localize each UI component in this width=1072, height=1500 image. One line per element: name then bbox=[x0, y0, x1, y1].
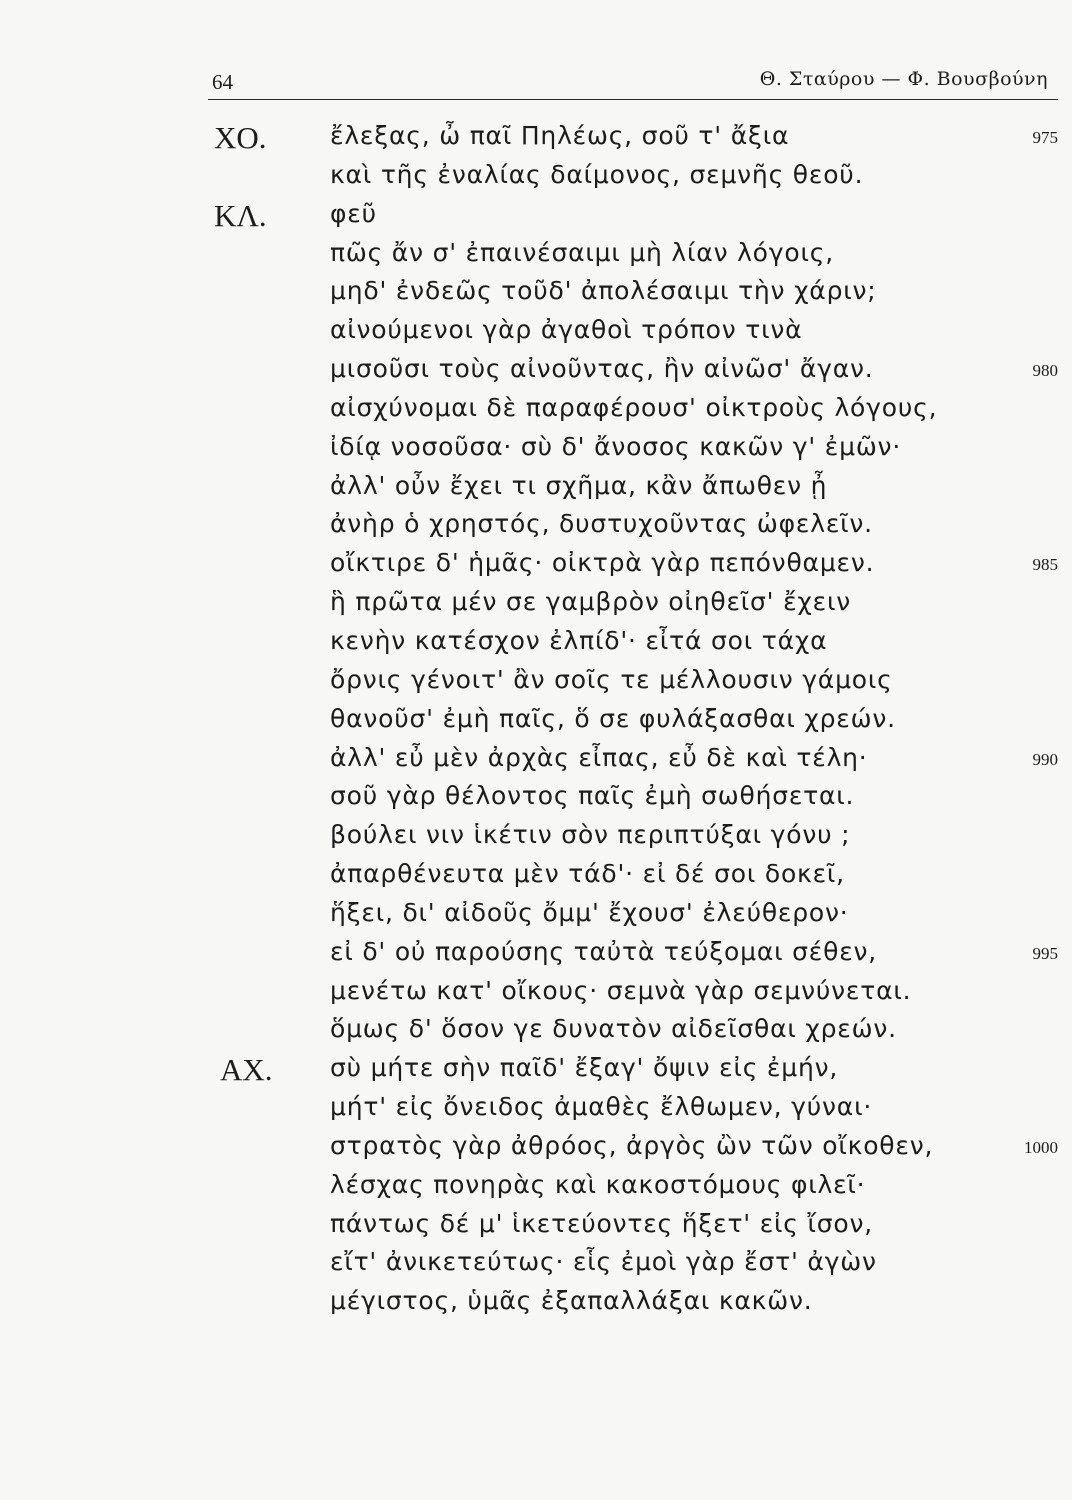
verse-line-text: πάντως δέ μ' ἱκετεύοντες ἥξετ' εἰς ἴσον, bbox=[330, 1208, 874, 1238]
verse-line bbox=[0, 235, 1072, 274]
header-rule bbox=[208, 99, 1058, 100]
verse-line-text: αἰνούμενοι γὰρ ἀγαθοὶ τρόπον τινὰ bbox=[330, 315, 803, 345]
verse-line-text: ἀπαρθένευτα μὲν τάδ'· εἰ δέ σοι δοκεῖ, bbox=[330, 859, 845, 889]
verse-line bbox=[0, 1089, 1072, 1128]
speaker-label: ΑΧ. bbox=[220, 1052, 273, 1088]
verse-line bbox=[0, 1128, 1072, 1167]
verse-line-text: μήτ' εἰς ὄνειδος ἀμαθὲς ἔλθωμεν, γύναι· bbox=[330, 1092, 873, 1122]
verse-line-text: καὶ τῆς ἐναλίας δαίμονος, σεμνῆς θεοῦ. bbox=[330, 159, 864, 189]
verse-text bbox=[0, 118, 1072, 1322]
verse-line-text: ἣ πρῶτα μέν σε γαμβρὸν οἰηθεῖσ' ἔχειν bbox=[330, 587, 851, 617]
verse-line-text: ἀνὴρ ὁ χρηστός, δυστυχοῦντας ὠφελεῖν. bbox=[330, 509, 873, 539]
line-number: 990 bbox=[1032, 749, 1058, 769]
verse-line bbox=[0, 701, 1072, 740]
verse-line bbox=[0, 1244, 1072, 1283]
verse-line bbox=[0, 468, 1072, 507]
running-head: Θ. Σταύρου — Φ. Βουσβούνη bbox=[759, 68, 1048, 90]
verse-line bbox=[0, 856, 1072, 895]
verse-line bbox=[0, 312, 1072, 351]
verse-line bbox=[0, 1167, 1072, 1206]
verse-line bbox=[0, 740, 1072, 779]
verse-line-text: μέγιστος, ὑμᾶς ἐξαπαλλάξαι κακῶν. bbox=[330, 1286, 813, 1316]
verse-line-text: εἴτ' ἀνικετεύτως· εἷς ἐμοὶ γὰρ ἔστ' ἀγὼν bbox=[330, 1247, 877, 1277]
line-number: 995 bbox=[1032, 943, 1058, 963]
verse-line-text: μηδ' ἐνδεῶς τοῦδ' ἀπολέσαιμι τὴν χάριν; bbox=[330, 276, 877, 306]
verse-line-text: θανοῦσ' ἐμὴ παῖς, ὅ σε φυλάξασθαι χρεών. bbox=[330, 703, 896, 733]
verse-line-text: ἔλεξας, ὦ παῖ Πηλέως, σοῦ τ' ἄξια bbox=[330, 121, 790, 150]
verse-line bbox=[0, 506, 1072, 545]
verse-line bbox=[0, 623, 1072, 662]
verse-line bbox=[0, 817, 1072, 856]
verse-line bbox=[0, 778, 1072, 817]
verse-line-text: μενέτω κατ' οἴκους· σεμνὰ γὰρ σεμνύνεται. bbox=[330, 975, 912, 1005]
verse-line bbox=[0, 196, 1072, 235]
verse-line bbox=[0, 118, 1072, 157]
verse-line bbox=[0, 1206, 1072, 1245]
verse-line-text: σὺ μήτε σὴν παῖδ' ἔξαγ' ὄψιν εἰς ἐμήν, bbox=[330, 1053, 839, 1083]
verse-line-text: ἀλλ' οὖν ἔχει τι σχῆμα, κἂν ἄπωθεν ᾖ bbox=[330, 470, 828, 500]
line-number: 975 bbox=[1032, 128, 1058, 147]
line-number: 980 bbox=[1032, 361, 1058, 381]
verse-line-text: ὄρνις γένοιτ' ἂν σοῖς τε μέλλουσιν γάμοις bbox=[330, 664, 893, 694]
verse-line bbox=[0, 895, 1072, 934]
line-number: 985 bbox=[1032, 555, 1058, 575]
verse-line-text: οἴκτιρε δ' ἡμᾶς· οἰκτρὰ γὰρ πεπόνθαμεν. bbox=[330, 548, 875, 578]
page-number: 64 bbox=[212, 70, 233, 94]
verse-line-text: λέσχας πονηρὰς καὶ κακοστόμους φιλεῖ· bbox=[330, 1169, 866, 1199]
verse-line bbox=[0, 545, 1072, 584]
speaker-label: ΧΟ. bbox=[214, 120, 267, 155]
speaker-label: ΚΛ. bbox=[214, 197, 267, 233]
verse-line-text: φεῦ bbox=[330, 198, 377, 228]
verse-line-text: ὅμως δ' ὅσον γε δυνατὸν αἰδεῖσθαι χρεών. bbox=[330, 1014, 897, 1044]
line-number: 1000 bbox=[1024, 1137, 1058, 1157]
verse-line-text: σοῦ γὰρ θέλοντος παῖς ἐμὴ σωθήσεται. bbox=[330, 781, 855, 811]
verse-line bbox=[0, 584, 1072, 623]
verse-line bbox=[0, 1011, 1072, 1050]
verse-line bbox=[0, 973, 1072, 1012]
verse-line bbox=[0, 1050, 1072, 1089]
verse-line-text: αἰσχύνομαι δὲ παραφέρουσ' οἰκτροὺς λόγους, bbox=[330, 392, 938, 422]
verse-line bbox=[0, 429, 1072, 468]
verse-line-text: κενὴν κατέσχον ἐλπίδ'· εἶτά σοι τάχα bbox=[330, 625, 828, 655]
verse-line-text: βούλει νιν ἱκέτιν σὸν περιπτύξαι γόνυ ; bbox=[330, 820, 851, 850]
verse-line-text: μισοῦσι τοὺς αἰνοῦντας, ἢν αἰνῶσ' ἄγαν. bbox=[330, 354, 874, 384]
verse-line bbox=[0, 273, 1072, 312]
verse-line-text: πῶς ἄν σ' ἐπαινέσαιμι μὴ λίαν λόγοις, bbox=[330, 237, 834, 267]
verse-line bbox=[0, 1283, 1072, 1322]
verse-line bbox=[0, 662, 1072, 701]
verse-line-text: εἰ δ' οὐ παρούσης ταὐτὰ τεύξομαι σέθεν, bbox=[330, 936, 878, 966]
verse-line bbox=[0, 157, 1072, 196]
verse-line bbox=[0, 934, 1072, 973]
verse-line bbox=[0, 390, 1072, 429]
verse-line-text: ἀλλ' εὖ μὲν ἀρχὰς εἶπας, εὖ δὲ καὶ τέλη· bbox=[330, 742, 868, 772]
verse-line-text: ἥξει, δι' αἰδοῦς ὄμμ' ἔχουσ' ἐλεύθερον· bbox=[330, 897, 849, 927]
verse-line bbox=[0, 351, 1072, 390]
verse-line-text: στρατὸς γὰρ ἀθρόος, ἀργὸς ὢν τῶν οἴκοθεν, bbox=[330, 1130, 934, 1160]
verse-line-text: ἰδίᾳ νοσοῦσα· σὺ δ' ἄνοσος κακῶν γ' ἐμῶν· bbox=[330, 431, 902, 461]
